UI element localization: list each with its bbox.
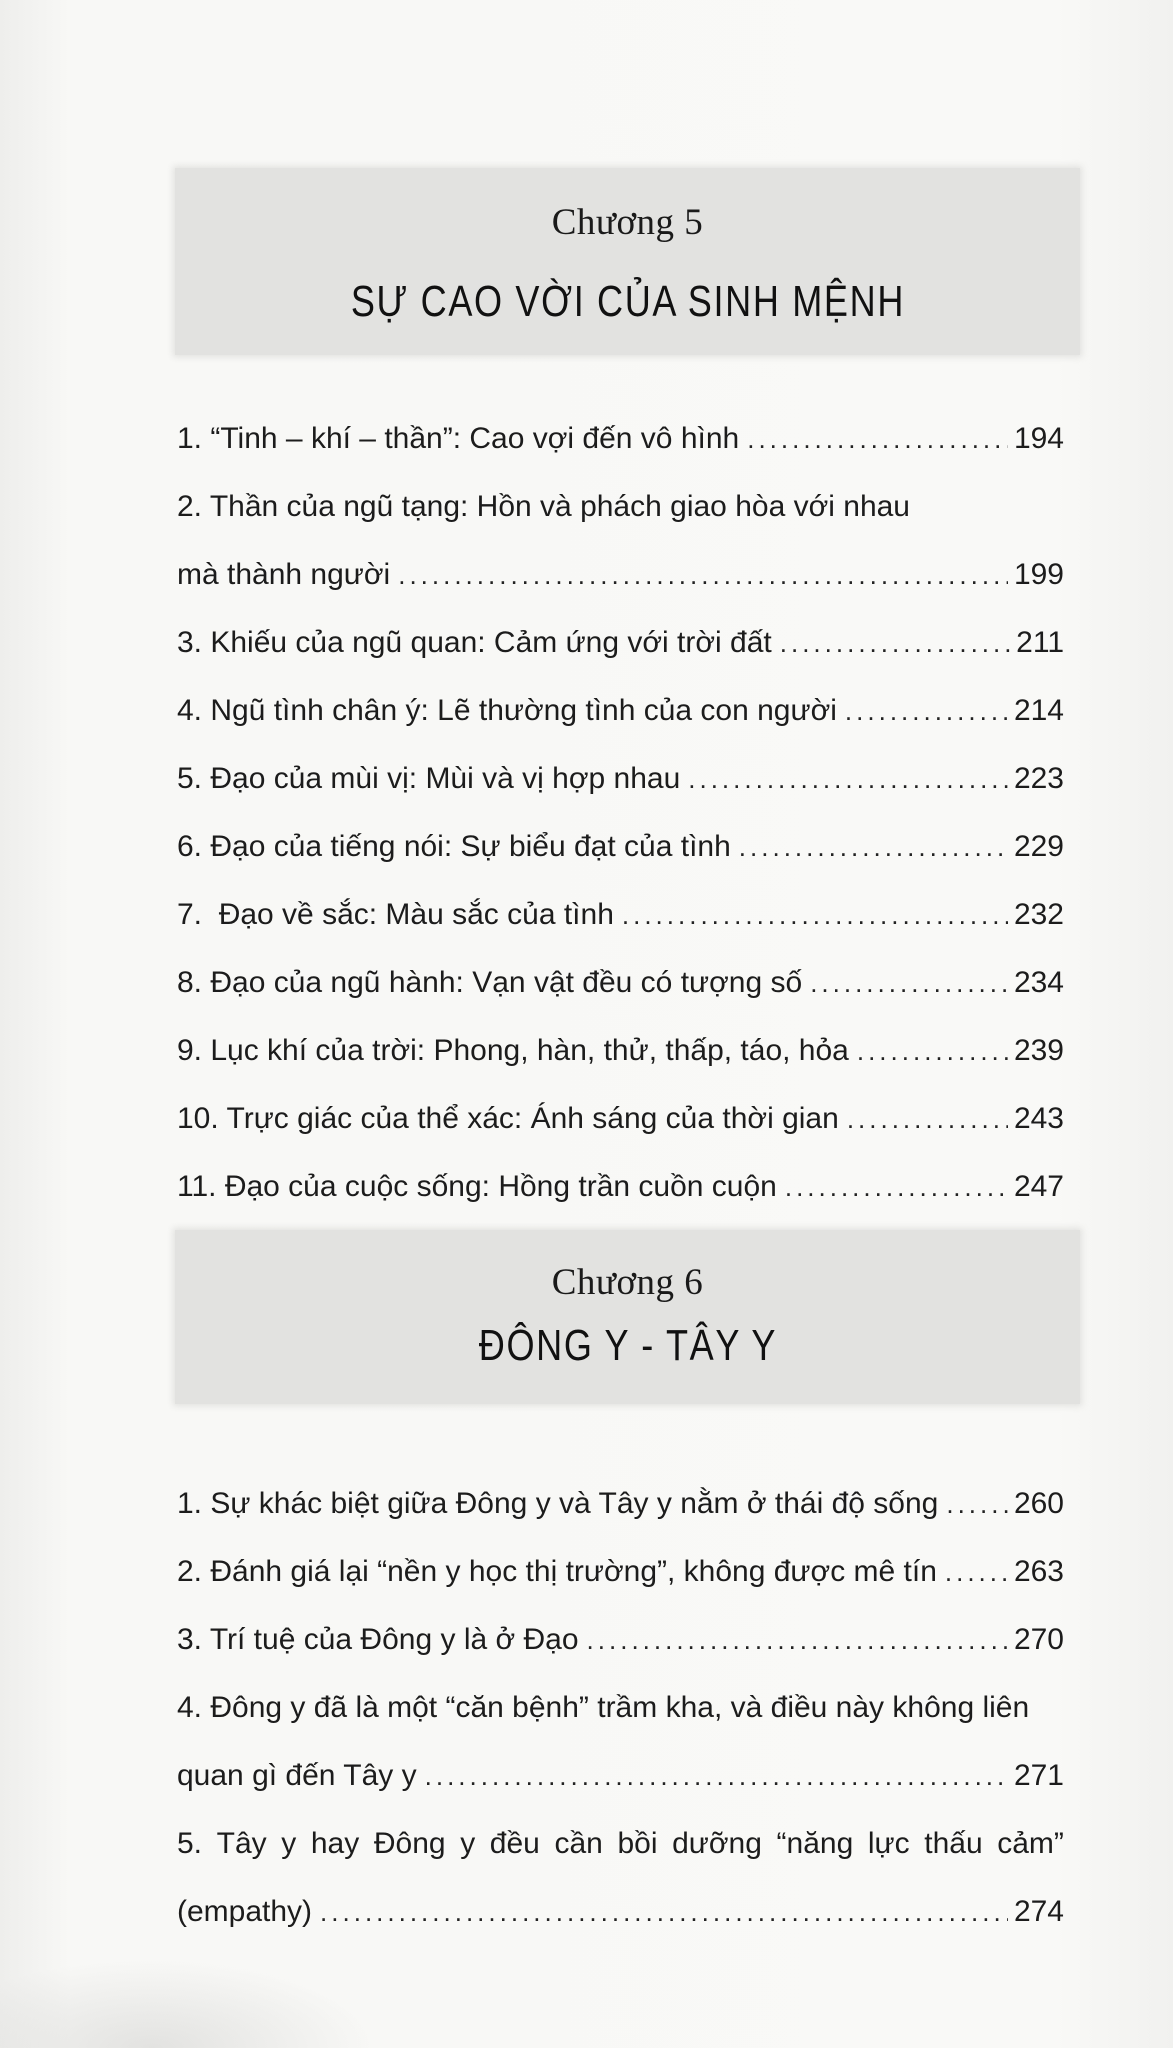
toc-entry-text-first-line	[177, 1810, 1064, 1878]
toc-entry-page: 247	[1013, 1170, 1064, 1203]
chapter-5-toc	[177, 405, 1064, 1221]
dot-leader	[946, 1470, 1008, 1538]
word: Tây	[216, 1827, 267, 1860]
chapter-6-title: ĐÔNG Y - TÂY Y	[478, 1321, 777, 1370]
toc-entry-page: 271	[1013, 1759, 1064, 1792]
dot-leader	[739, 813, 1008, 881]
dot-leader	[747, 405, 1008, 473]
toc-entry[interactable]	[177, 813, 1064, 881]
toc-entry-text: 1. Sự khác biệt giữa Đông y và Tây y nằm ở thái độ sống	[177, 1487, 939, 1520]
chapter-6-toc	[177, 1470, 1064, 1946]
toc-entry-text: 10. Trực giác của thể xác: Ánh sáng của thời gian	[177, 1102, 839, 1135]
toc-entry[interactable]	[177, 405, 1064, 473]
dot-leader	[425, 1742, 1008, 1810]
toc-entry[interactable]	[177, 1538, 1064, 1606]
word: bồi	[617, 1827, 658, 1860]
toc-entry[interactable]	[177, 1674, 1064, 1810]
word: cảm”	[997, 1827, 1064, 1860]
toc-entry-page: 199	[1013, 558, 1064, 591]
toc-entry-page: 214	[1013, 694, 1064, 727]
page-shadow	[0, 1958, 380, 2048]
dot-leader	[945, 1538, 1008, 1606]
toc-entry-text: mà thành người	[177, 558, 391, 591]
toc-entry-text: 1. “Tinh – khí – thần”: Cao vợi đến vô hình	[177, 422, 740, 455]
toc-entry-text: 11. Đạo của cuộc sống: Hồng trần cuồn cuộn	[177, 1170, 777, 1203]
toc-entry[interactable]	[177, 745, 1064, 813]
dot-leader	[587, 1606, 1008, 1674]
word: Đông	[373, 1827, 446, 1860]
dot-leader	[857, 1017, 1008, 1085]
word: đều	[489, 1827, 540, 1860]
toc-entry-text: 4. Ngũ tình chân ý: Lẽ thường tình của con người	[177, 694, 837, 727]
chapter-6-label: Chương 6	[551, 1262, 704, 1303]
toc-entry[interactable]	[177, 677, 1064, 745]
dot-leader	[688, 745, 1008, 813]
toc-entry-page: 211	[1016, 626, 1064, 659]
toc-entry-page: 229	[1013, 830, 1064, 863]
toc-entry-page: 234	[1013, 966, 1064, 999]
dot-leader	[847, 1085, 1008, 1153]
chapter-5-title: SỰ CAO VỜI CỦA SINH MỆNH	[350, 277, 905, 326]
toc-entry-text: 9. Lục khí của trời: Phong, hàn, thử, thấp, táo, hỏa	[177, 1034, 849, 1067]
word: hay	[310, 1827, 360, 1860]
toc-entry-page: 223	[1013, 762, 1064, 795]
dot-leader	[320, 1878, 1008, 1946]
toc-entry-text: 8. Đạo của ngũ hành: Vạn vật đều có tượng số	[177, 966, 803, 999]
toc-entry-text: 7. Đạo về sắc: Màu sắc của tình	[177, 898, 614, 931]
dot-leader	[810, 949, 1008, 1017]
word: y	[460, 1827, 476, 1860]
dot-leader	[622, 881, 1008, 949]
chapter-5-label: Chương 5	[551, 202, 704, 243]
toc-entry-page: 194	[1013, 422, 1064, 455]
word: “năng	[776, 1827, 854, 1860]
toc-entry-page: 239	[1013, 1034, 1064, 1067]
toc-entry-text: 3. Trí tuệ của Đông y là ở Đạo	[177, 1623, 579, 1656]
toc-entry[interactable]	[177, 1017, 1064, 1085]
toc-entry-page: 260	[1013, 1487, 1064, 1520]
toc-entry-page: 263	[1013, 1555, 1064, 1588]
dot-leader	[845, 677, 1008, 745]
toc-entry[interactable]	[177, 473, 1064, 609]
toc-entry-text: (empathy)	[177, 1895, 313, 1928]
toc-entry-page: 232	[1013, 898, 1064, 931]
word: cần	[554, 1827, 603, 1860]
toc-entry[interactable]	[177, 1606, 1064, 1674]
dot-leader	[785, 1153, 1008, 1221]
dot-leader	[780, 609, 1010, 677]
word: y	[281, 1827, 297, 1860]
toc-entry-text: 5. Đạo của mùi vị: Mùi và vị hợp nhau	[177, 762, 681, 795]
toc-entry[interactable]	[177, 1153, 1064, 1221]
toc-entry-text: 6. Đạo của tiếng nói: Sự biểu đạt của tình	[177, 830, 731, 863]
word: dưỡng	[672, 1827, 762, 1860]
toc-entry-text: 3. Khiếu của ngũ quan: Cảm ứng với trời đất	[177, 626, 772, 659]
toc-entry[interactable]	[177, 881, 1064, 949]
toc-entry-text-first-line: 2. Thần của ngũ tạng: Hồn và phách giao hòa với nhau	[177, 490, 910, 523]
toc-entry-page: 274	[1013, 1895, 1064, 1928]
chapter-5-header	[175, 168, 1080, 355]
toc-entry-page: 270	[1013, 1623, 1064, 1656]
toc-entry[interactable]	[177, 1810, 1064, 1946]
toc-entry[interactable]	[177, 949, 1064, 1017]
chapter-6-header	[175, 1230, 1080, 1404]
toc-entry-page: 243	[1013, 1102, 1064, 1135]
word: 5.	[177, 1827, 203, 1860]
word: thấu	[924, 1827, 983, 1860]
toc-entry[interactable]	[177, 609, 1064, 677]
dot-leader	[398, 541, 1008, 609]
word: lực	[867, 1827, 910, 1860]
toc-entry[interactable]	[177, 1470, 1064, 1538]
toc-entry[interactable]	[177, 1085, 1064, 1153]
toc-entry-text: quan gì đến Tây y	[177, 1759, 417, 1792]
toc-entry-text: 2. Đánh giá lại “nền y học thị trường”, không được mê tín	[177, 1555, 937, 1588]
toc-entry-text-first-line: 4. Đông y đã là một “căn bệnh” trầm kha, và điều này không liên	[177, 1691, 1030, 1724]
